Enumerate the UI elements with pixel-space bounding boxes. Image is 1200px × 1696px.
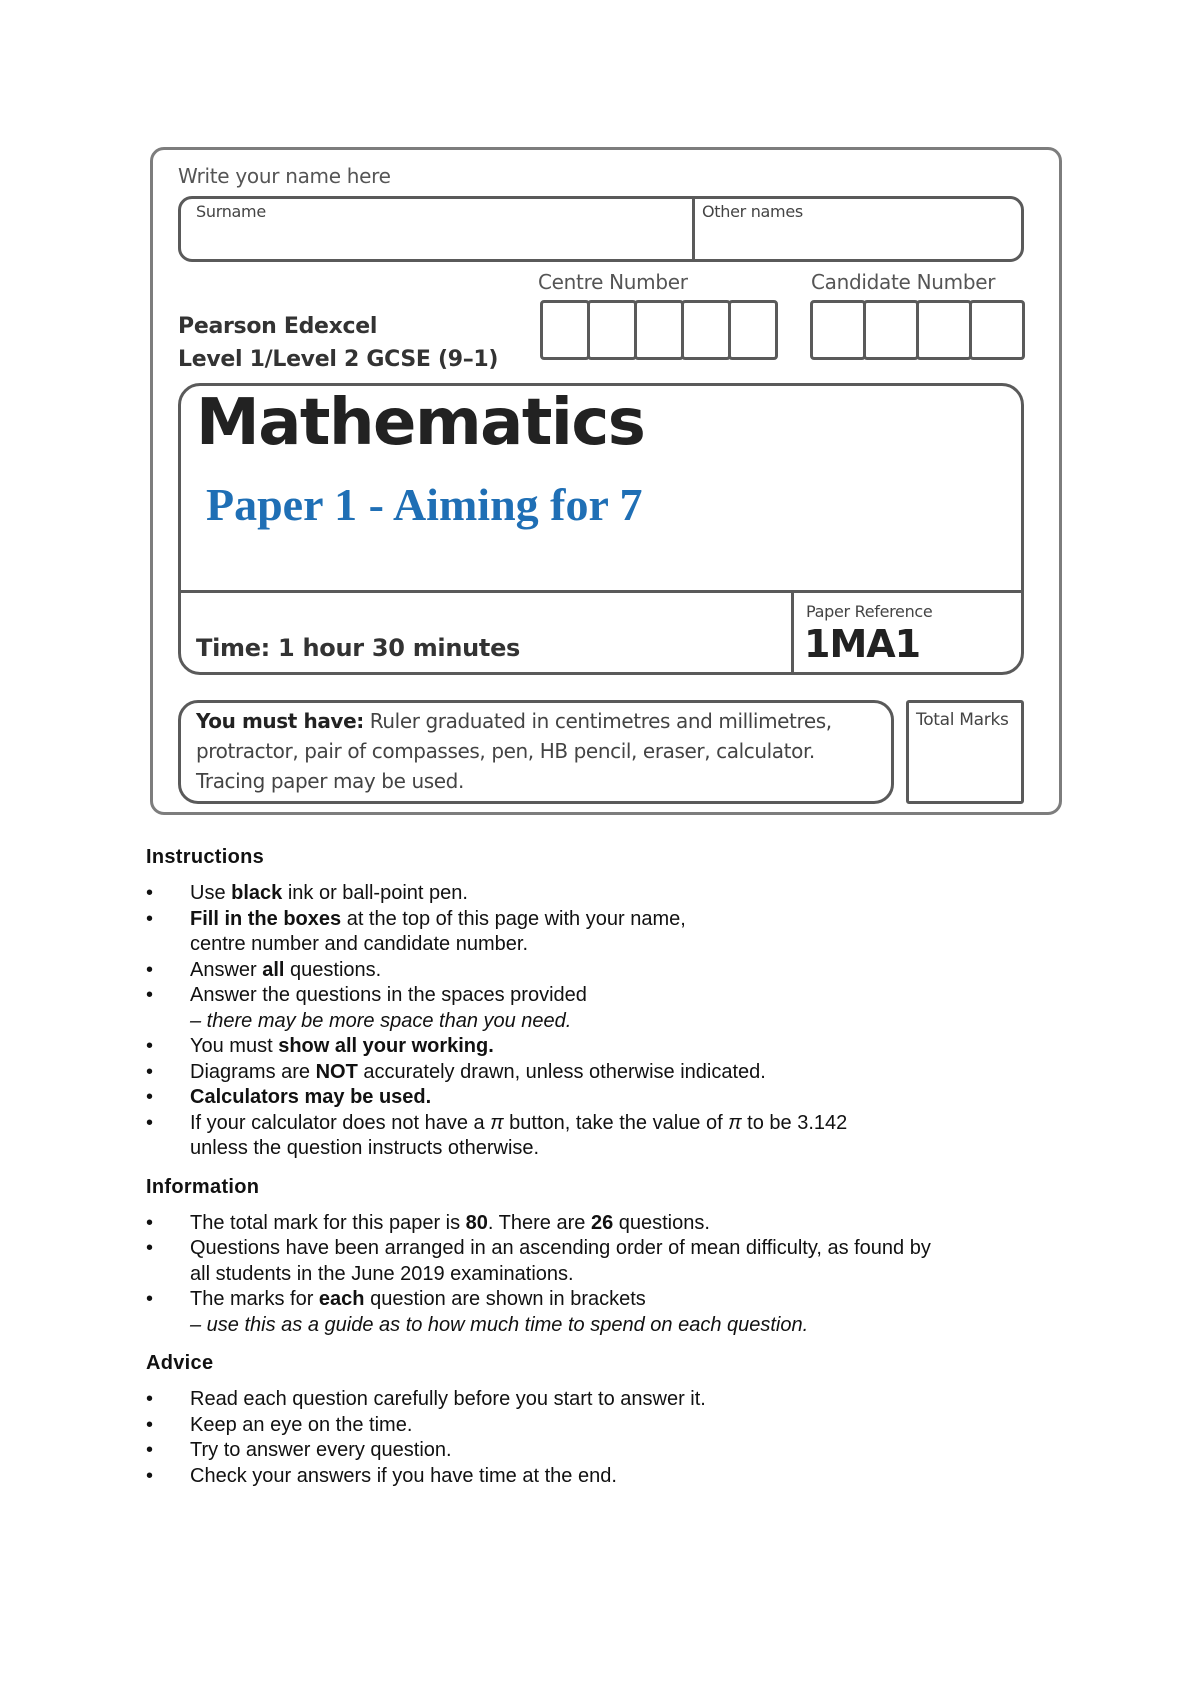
list-item: • Use black ink or ball-point pen. (146, 881, 1076, 907)
list-item: • Check your answers if you have time at the end. (146, 1464, 1076, 1490)
candidate-number-digit[interactable] (969, 300, 1025, 360)
candidate-number-digit[interactable] (916, 300, 972, 360)
paper-reference-label: Paper Reference (806, 602, 933, 621)
list-item: • Diagrams are NOT accurately drawn, unless otherwise indicated. (146, 1060, 1076, 1086)
list-item: • Fill in the boxes at the top of this page with your name, centre number and candidate number. (146, 907, 1076, 958)
candidate-number-digit[interactable] (810, 300, 866, 360)
you-must-have-label: You must have: (196, 709, 364, 733)
reference-divider (791, 590, 794, 675)
list-item: • Try to answer every question. (146, 1438, 1076, 1464)
centre-number-digit[interactable] (681, 300, 731, 360)
centre-number-label: Centre Number (538, 270, 688, 294)
centre-number-boxes (540, 300, 775, 360)
centre-number-digit[interactable] (587, 300, 637, 360)
name-box (178, 196, 1024, 262)
list-item: • Answer all questions. (146, 958, 1076, 984)
pi-symbol: π (728, 1111, 742, 1134)
other-names-field[interactable]: Other names (702, 202, 803, 221)
instructions-heading: Instructions (146, 846, 265, 868)
list-item: • Questions have been arranged in an ascending order of mean difficulty, as found by all students in the June 2019 examinations. (146, 1236, 1076, 1287)
list-item: • Calculators may be used. (146, 1085, 1076, 1111)
paper-reference-code: 1MA1 (804, 622, 921, 666)
information-heading: Information (146, 1175, 260, 1198)
candidate-number-boxes (810, 300, 1022, 360)
exam-time: Time: 1 hour 30 minutes (196, 634, 521, 662)
centre-number-digit[interactable] (728, 300, 778, 360)
subject-title: Mathematics (196, 386, 645, 460)
title-divider (181, 590, 1021, 593)
list-item: • The total mark for this paper is 80. There are 26 questions. (146, 1211, 1076, 1237)
you-must-have-text (196, 706, 886, 796)
name-divider (692, 196, 695, 262)
surname-field[interactable]: Surname (196, 202, 266, 221)
list-item: • You must show all your working. (146, 1034, 1076, 1060)
centre-number-digit[interactable] (540, 300, 590, 360)
candidate-number-label: Candidate Number (811, 270, 996, 294)
list-item: • The marks for each question are shown in brackets – use this as a guide as to how much time to spend on each question. (146, 1287, 1076, 1338)
exam-board (178, 310, 498, 376)
list-item: • Read each question carefully before you start to answer it. (146, 1387, 1076, 1413)
total-marks-label: Total Marks (916, 710, 1009, 730)
exam-rubric (146, 846, 1076, 1503)
candidate-number-digit[interactable] (863, 300, 919, 360)
pi-symbol: π (490, 1111, 504, 1134)
information-list (146, 1211, 1076, 1339)
list-item: • Keep an eye on the time. (146, 1413, 1076, 1439)
instructions-list (146, 881, 1076, 1162)
advice-list (146, 1387, 1076, 1489)
equipment-list: Ruler graduated in centimetres and millimetres, protractor, pair of compasses, pen, HB pencil, eraser, calculator. Tracing paper may be used. (196, 709, 832, 793)
write-name-label: Write your name here (178, 164, 391, 188)
board-level: Level 1/Level 2 GCSE (9–1) (178, 347, 499, 372)
list-item: • If your calculator does not have a π button, take the value of π to be 3.142 unless the question instructs otherwise. (146, 1111, 1076, 1162)
paper-title: Paper 1 - Aiming for 7 (206, 479, 643, 530)
centre-number-digit[interactable] (634, 300, 684, 360)
advice-heading: Advice (146, 1352, 214, 1374)
list-item: • Answer the questions in the spaces provided – there may be more space than you need. (146, 983, 1076, 1034)
board-name: Pearson Edexcel (178, 314, 378, 339)
